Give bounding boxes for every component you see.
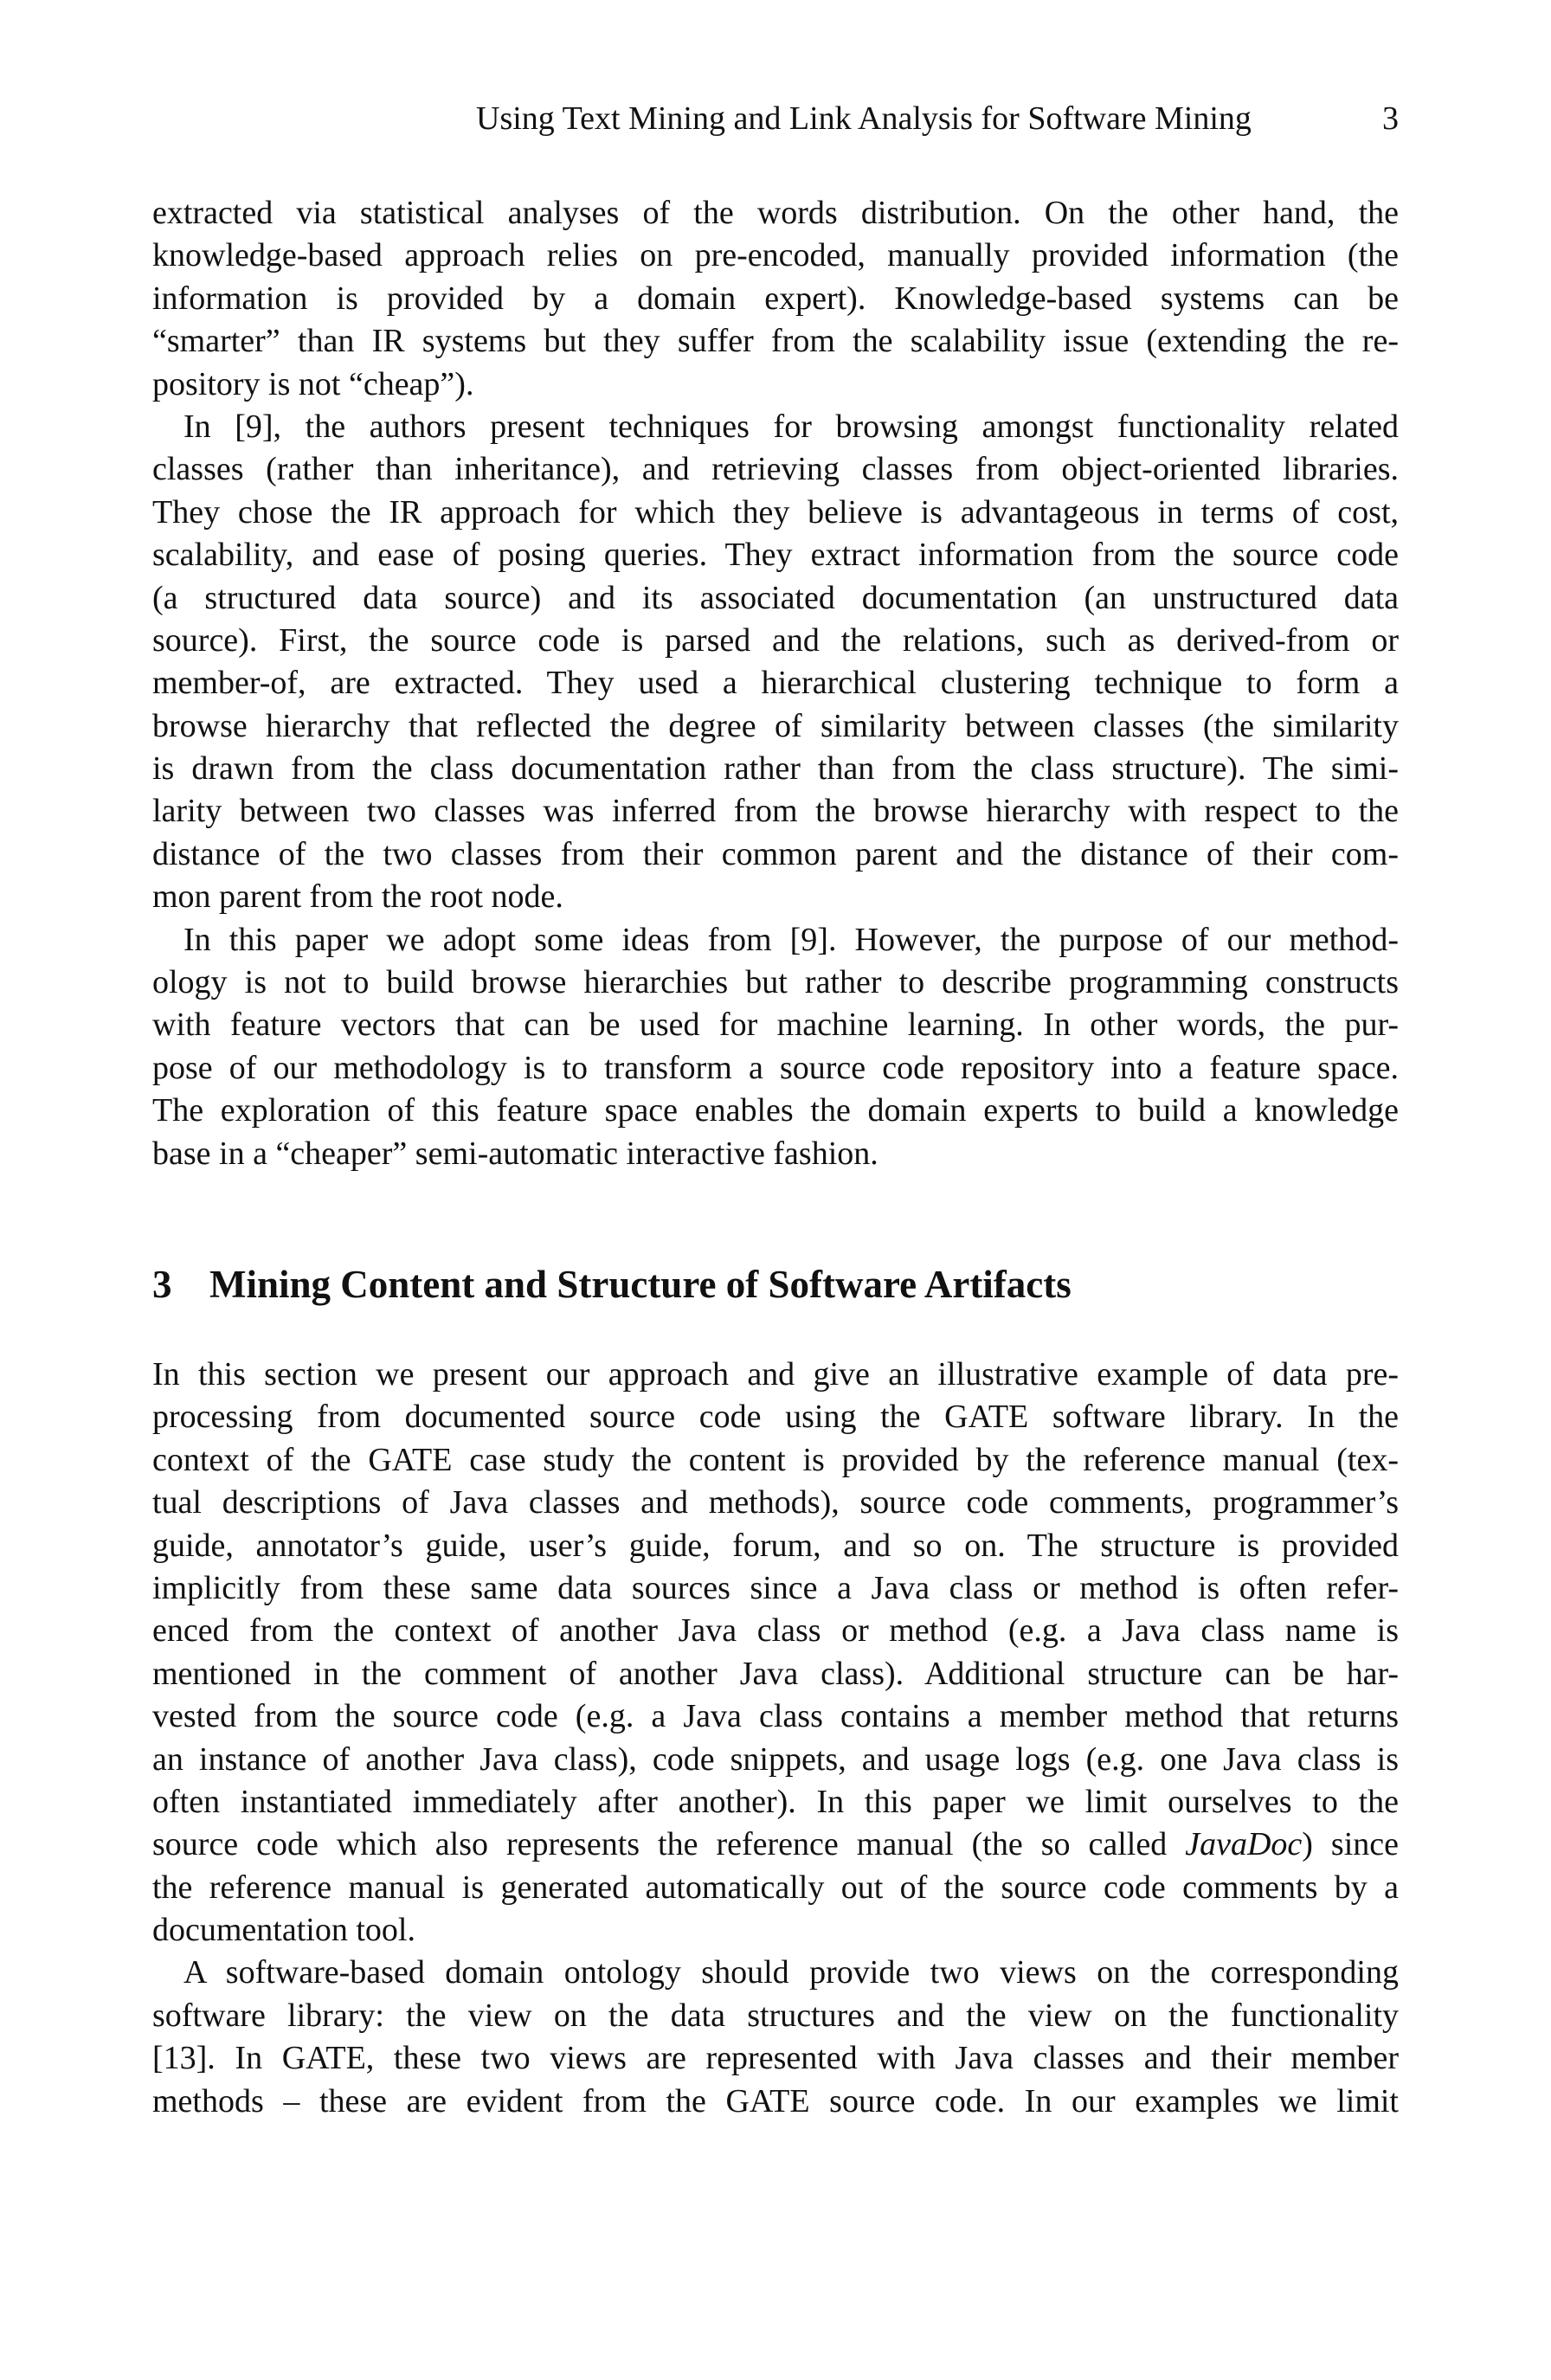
running-title: Using Text Mining and Link Analysis for Software Mining [476,100,1252,137]
body-text-block-1 [152,192,1399,1175]
text-line: information is provided by a domain expert). Knowledge-based systems can be [152,280,1399,317]
paragraph-start-line: In [9], the authors present techniques for browsing amongst functionality related [183,408,1399,445]
section-number: 3 [152,1263,172,1306]
text-line: knowledge-based approach relies on pre-encoded, manually provided information (the [152,237,1399,274]
text-line: member-of, are extracted. They used a hierarchical clustering technique to form a [152,665,1399,702]
text-line: guide, annotator’s guide, user’s guide, forum, and so on. The structure is provided [152,1527,1399,1564]
paragraph-start-line: A software-based domain ontology should provide two views on the corresponding [183,1954,1399,1991]
text-line: processing from documented source code using the GATE software library. In the [152,1399,1399,1436]
text-line: pository is not “cheap”). [152,365,474,402]
text-segment: source code which also represents the reference manual (the so called [152,1826,1186,1863]
text-line: ology is not to build browse hierarchies but rather to describe programming constructs [152,964,1399,1001]
text-line: pose of our methodology is to transform a source code repository into a feature space. [152,1049,1399,1086]
javadoc-term: JavaDoc [1185,1826,1303,1863]
text-segment: ) since [1302,1826,1400,1863]
text-line: is drawn from the class documentation rather than from the class structure). The simi- [152,750,1399,788]
text-line: In this section we present our approach and give an illustrative example of data pre- [152,1356,1399,1393]
text-line: extracted via statistical analyses of the words distribution. On the other hand, the [152,195,1399,231]
text-line: methods – these are evident from the GATE source code. In our examples we limit [152,2082,1399,2119]
text-line: documentation tool. [152,1912,415,1949]
text-line [152,1824,1399,1866]
text-line: context of the GATE case study the content is provided by the reference manual (tex- [152,1441,1399,1478]
page-number: 3 [1382,100,1399,137]
text-line: source). First, the source code is parsed and the relations, such as derived-from or [152,621,1399,659]
text-line: an instance of another Java class), code snippets, and usage logs (e.g. one Java class is [152,1740,1399,1778]
text-line: browse hierarchy that reflected the degree of similarity between classes (the similarity [152,707,1399,744]
text-line: They chose the IR approach for which they believe is advantageous in terms of cost, [152,493,1399,531]
paragraph-start-line: In this paper we adopt some ideas from [9]. However, the purpose of our method- [183,921,1399,958]
text-line: “smarter” than IR systems but they suffer from the scalability issue (extending the re- [152,323,1399,360]
text-line: The exploration of this feature space enables the domain experts to build a knowledge [152,1092,1399,1129]
text-line: tual descriptions of Java classes and methods), source code comments, programmer’s [152,1484,1399,1521]
text-line: larity between two classes was inferred from the browse hierarchy with respect to the [152,793,1399,830]
text-line: mentioned in the comment of another Java class). Additional structure can be har- [152,1655,1399,1692]
text-line: implicitly from these same data sources since a Java class or method is often refer- [152,1569,1399,1606]
text-line: base in a “cheaper” semi-automatic interactive fashion. [152,1135,878,1172]
text-line: classes (rather than inheritance), and retrieving classes from object-oriented libraries. [152,451,1399,488]
running-head [152,97,1399,140]
text-line: software library: the view on the data structures and the view on the functionality [152,1997,1399,2034]
text-line: vested from the source code (e.g. a Java class contains a member method that returns [152,1698,1399,1735]
text-line: enced from the context of another Java class or method (e.g. a Java class name is [152,1612,1399,1650]
text-line: the reference manual is generated automatically out of the source code comments by a [152,1869,1399,1906]
text-line: mon parent from the root node. [152,878,563,916]
body-text-block-2 [152,1354,1399,2123]
text-line: (a structured data source) and its associated documentation (an unstructured data [152,579,1399,616]
section-title: Mining Content and Structure of Software Artifacts [209,1263,1072,1306]
text-line: with feature vectors that can be used for machine learning. In other words, the pur- [152,1007,1399,1044]
text-line: often instantiated immediately after another). In this paper we limit ourselves to the [152,1783,1399,1820]
text-line: scalability, and ease of posing queries. They extract information from the source code [152,537,1399,574]
text-line: [13]. In GATE, these two views are represented with Java classes and their member [152,2040,1399,2077]
text-line: distance of the two classes from their common parent and the distance of their com- [152,835,1399,872]
section-heading [152,1258,1399,1310]
